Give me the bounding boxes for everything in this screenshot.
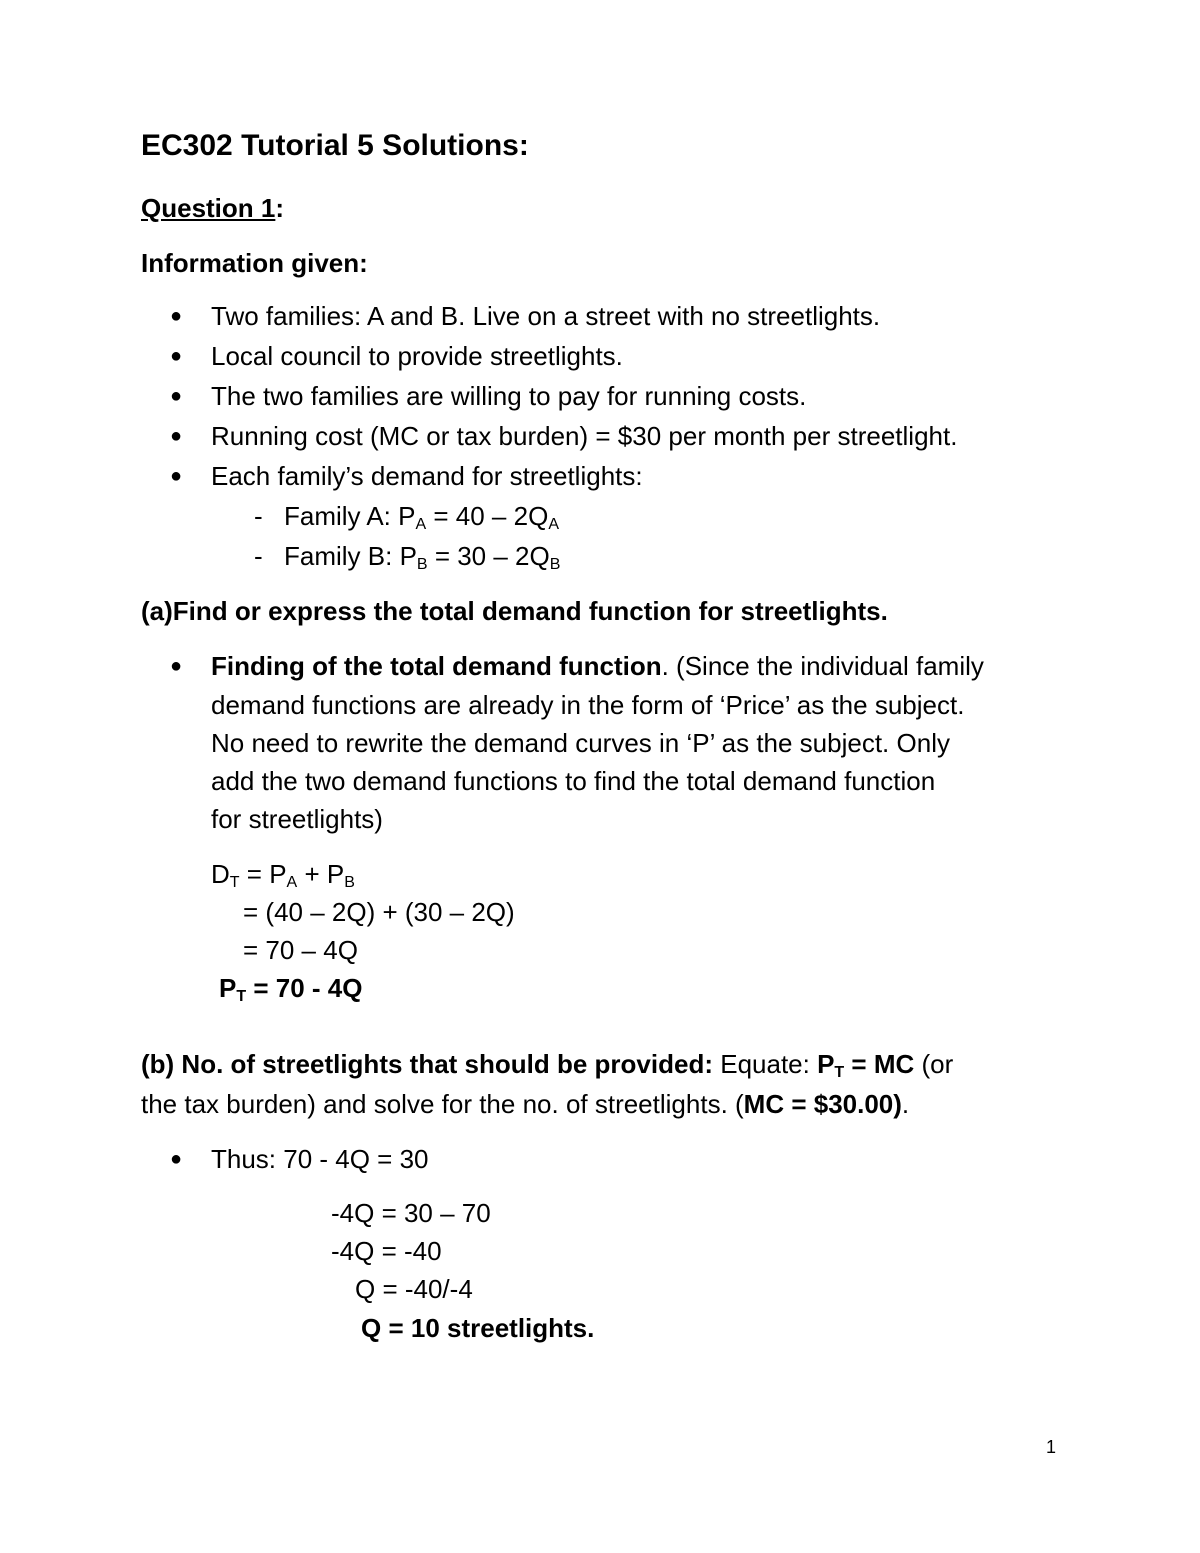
thus-line: Thus: 70 - 4Q = 30	[211, 1144, 429, 1174]
finding-line: demand functions are already in the form of ‘Price’ as the subject.	[211, 690, 965, 720]
solution-answer: Q = 10 streetlights.	[361, 1313, 595, 1343]
family-a-demand: Family A: $P_A = 40 - 2Q_A$	[284, 501, 559, 533]
dash-icon: -	[254, 541, 263, 571]
solution-step: -4Q = -40	[331, 1236, 442, 1266]
question-colon: :	[275, 193, 285, 223]
equation-total-demand: $D_T = P_A + P_B$	[211, 859, 355, 891]
equation-line: = (40 – 2Q) + (30 – 2Q)	[243, 897, 515, 927]
page-number: 1	[1046, 1437, 1057, 1457]
finding-line: No need to rewrite the demand curves in ‘P’ as the subject. Only	[211, 728, 950, 758]
finding-line: Finding of the total demand function. (Since the individual family	[211, 651, 984, 681]
dash-icon: -	[254, 501, 263, 531]
bullet-icon: ●	[170, 305, 183, 327]
bullet-icon: ●	[170, 345, 183, 367]
part-b-line: the tax burden) and solve for the no. of streetlights. (MC = $30.00).	[141, 1089, 910, 1119]
info-heading: Information given:	[141, 248, 368, 278]
bullet-icon: ●	[170, 1148, 183, 1170]
finding-line: add the two demand functions to find the total demand function	[211, 766, 936, 796]
bullet-item: Two families: A and B. Live on a street with no streetlights.	[211, 301, 881, 331]
finding-line: for streetlights)	[211, 804, 383, 834]
solution-step: Q = -40/-4	[355, 1274, 473, 1304]
bullet-icon: ●	[170, 655, 183, 677]
document-title: EC302 Tutorial 5 Solutions:	[141, 129, 529, 162]
part-a-heading: (a)Find or express the total demand function for streetlights.	[141, 596, 888, 626]
part-b-heading: (b) No. of streetlights that should be provided: Equate: $P_T$ = MC (or	[141, 1049, 954, 1081]
question-heading	[141, 192, 284, 224]
question-label: Question 1	[141, 193, 276, 223]
bullet-icon: ●	[170, 465, 183, 487]
bullet-item: Local council to provide streetlights.	[211, 341, 623, 371]
family-b-demand: Family B: $P_B = 30 - 2Q_B$	[284, 541, 561, 573]
solution-step: -4Q = 30 – 70	[331, 1198, 491, 1228]
bullet-icon: ●	[170, 385, 183, 407]
bullet-item: Running cost (MC or tax burden) = $30 per month per streetlight.	[211, 421, 958, 451]
bullet-item: The two families are willing to pay for running costs.	[211, 381, 807, 411]
bullet-item: Each family’s demand for streetlights:	[211, 461, 643, 491]
bullet-icon: ●	[170, 425, 183, 447]
equation-line: = 70 – 4Q	[243, 935, 358, 965]
equation-result: $P_T = 70 - 4Q$	[219, 973, 363, 1005]
